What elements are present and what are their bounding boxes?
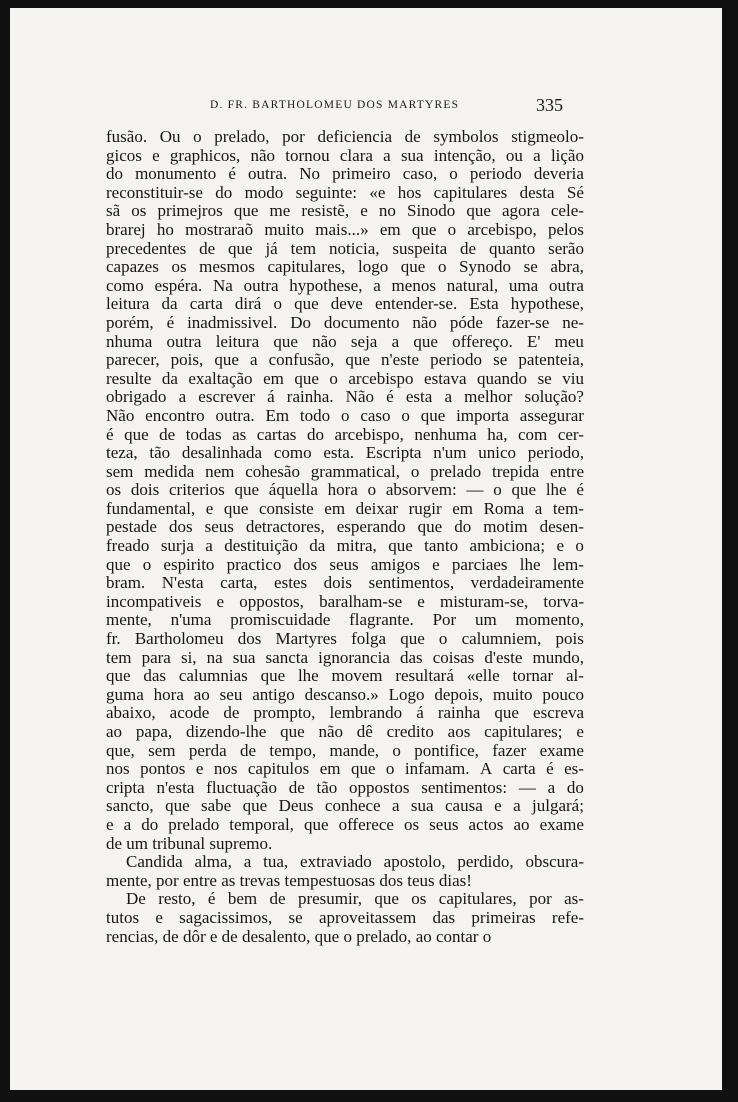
text-line: gicos e graphicos, não tornou clara a sua intenção, ou a lição [106, 145, 584, 165]
text-line: como espéra. Na outra hypothese, a menos natural, uma outra [106, 275, 584, 295]
text-line: ao papa, dizendo-lhe que não dê credito aos capitulares; e [106, 722, 584, 741]
text-line: obrigado a escrever á rainha. Não é esta a melhor solução? [106, 387, 584, 407]
text-line: Candida alma, a tua, extraviado apostolo, perdido, obscura- [126, 852, 584, 872]
text-line: fusão. Ou o prelado, por deficiencia de symbolos stigmeolo- [106, 127, 584, 146]
text-line: nos pontos e nos capitulos em que o infamam. A carta é es- [106, 759, 584, 779]
text-line: guma hora ao seu antigo descanso.» Logo depois, muito pouco [106, 684, 584, 704]
paragraph [106, 853, 584, 890]
running-head [10, 95, 722, 119]
text-line: reconstituir-se do modo seguinte: «e hos capitulares desta Sé [106, 182, 584, 202]
text-line: Não encontro outra. Em todo o caso o que importa assegurar [106, 405, 584, 425]
text-line: tem para si, na sua sancta ignorancia das coisas d'este mundo, [106, 647, 584, 667]
text-line: freado surja a destituição da mitra, que tanto ambiciona; e o [106, 536, 584, 556]
page-number: 335 [536, 95, 563, 115]
text-line: porém, é inadmissivel. Do documento não póde fazer-se ne- [106, 312, 584, 332]
text-line: resulte da exaltação em que o arcebispo estava quando se viu [106, 368, 584, 388]
text-line: fr. Bartholomeu dos Martyres folga que o calumniem, pois [106, 629, 584, 649]
paragraph [106, 890, 584, 946]
text-line: rencias, de dôr e de desalento, que o prelado, ao contar o [106, 926, 492, 946]
text-line: abaixo, acode de prompto, lembrando á rainha que escreva [106, 703, 584, 723]
running-title: D. FR. BARTHOLOMEU DOS MARTYRES [210, 99, 460, 111]
book-page [10, 8, 722, 1090]
text-line: bram. N'esta carta, estes dois sentimentos, verdadeiramente [106, 573, 584, 593]
text-line: incompativeis e oppostos, baralham-se e misturam-se, torva- [106, 591, 584, 611]
text-line: brarej ho mostraraõ muito mais...» em que o arcebispo, pelos [106, 219, 584, 239]
text-line: parecer, pois, que a confusão, que n'este periodo se patenteia, [106, 350, 584, 370]
text-line: mente, n'uma promiscuidade flagrante. Por um momento, [106, 610, 584, 630]
text-line: De resto, é bem de presumir, que os capitulares, por as- [126, 889, 584, 909]
text-line: tutos e sagacissimos, se aproveitassem das primeiras refe- [106, 907, 584, 927]
text-line: pestade dos seus detractores, esperando que do motim desen- [106, 517, 584, 537]
text-line: mente, por entre as trevas tempestuosas dos teus dias! [106, 870, 472, 890]
text-line: que das calumnias que lhe movem resultará «elle tornar al- [106, 666, 584, 686]
text-line: os dois criterios que áquella hora o absorvem: — o que lhe é [106, 480, 584, 500]
text-line: sã os primejros que me resistẽ, e no Sinodo que agora cele- [106, 201, 584, 221]
body-text [106, 128, 584, 946]
text-line: teza, tão desalinhada como esta. Escripta n'um unico periodo, [106, 443, 584, 463]
text-line: é que de todas as cartas do arcebispo, nenhuma ha, com cer- [106, 424, 584, 444]
text-line: leitura da carta dirá o que deve entender-se. Esta hypothese, [106, 294, 584, 314]
text-line: sem medida nem cohesão grammatical, o prelado trepida entre [106, 461, 584, 481]
text-line: sancto, que sabe que Deus conhece a sua causa e a julgará; [106, 796, 584, 816]
text-line: capazes os mesmos capitulares, logo que o Synodo se abra, [106, 257, 584, 277]
paragraph [106, 128, 584, 853]
text-line: nhuma outra leitura que não seja a que offereço. E' meu [106, 331, 584, 351]
text-line: fundamental, e que consiste em deixar rugir em Roma a tem- [106, 498, 584, 518]
text-line: e a do prelado temporal, que offerece os seus actos ao exame [106, 814, 584, 834]
text-line: que, sem perda de tempo, mande, o pontifice, fazer exame [106, 740, 584, 760]
text-line: do monumento é outra. No primeiro caso, o periodo deveria [106, 164, 584, 184]
text-line: de um tribunal supremo. [106, 833, 273, 853]
text-line: cripta n'esta fluctuação de tão oppostos sentimentos: — a do [106, 777, 584, 797]
text-line: que o espirito practico dos seus amigos e parciaes lhe lem- [106, 554, 584, 574]
text-line: precedentes de que já tem noticia, suspeita de quanto serão [106, 238, 584, 258]
